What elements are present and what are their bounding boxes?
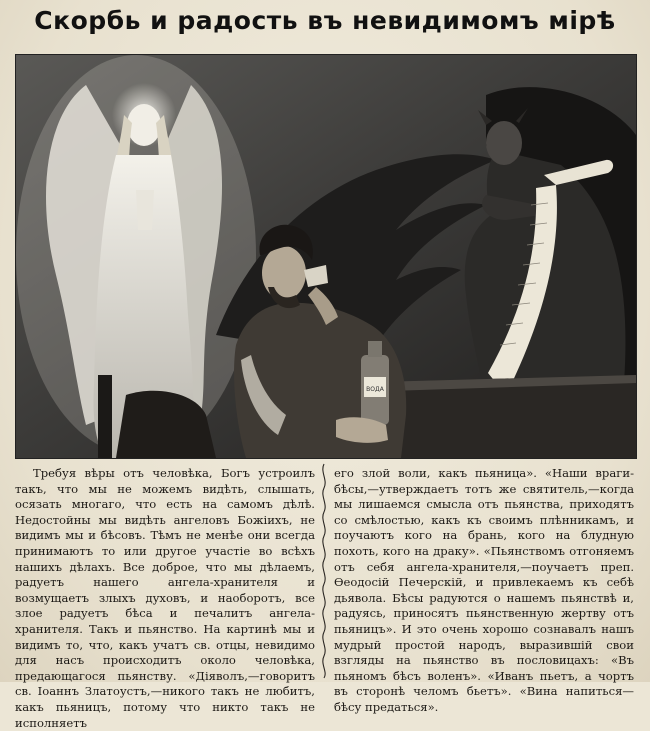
article-left-column: [15, 466, 315, 730]
illustration: [15, 54, 637, 459]
article-right-text: его злой воли, какъ пьяница». «Наши враги-бѣсы,—утверждаетъ тотъ же святитель,—когда мы лишаемся смысла отъ пьянства, приходятъ со смѣлостью, какъ къ своимъ плѣнникамъ, и поучаютъ кого на брань, кого на блудную похоть, кого на драку». «Пьянствомъ отгоняемъ отъ себя ангела-хранителя,—поучаетъ преп. Ѳеодосій Печерскій, и привлекаемъ къ себѣ дьявола. Бѣсы радуются о нашемъ пьянствѣ и, радуясь, приносятъ пьянственную жертву отъ пьяницъ». И это очень хорошо сознавалъ нашъ мудрый простой народъ, выразившій свои взгляды на пьянство въ пословицахъ: «Въ пьяномъ бѣсъ воленъ». «Иванъ пьетъ, а чортъ въ сторонѣ челомъ бьетъ». «Вина напиться—бѣсу предаться».: [334, 466, 634, 714]
bottle-label: ВОДА: [366, 386, 384, 393]
page-title: Скорбь и радость въ невидимомъ мірѣ: [34, 6, 616, 35]
article-right-column: [334, 466, 634, 714]
wavy-divider-line: [319, 464, 329, 678]
illustration-art: [16, 55, 636, 458]
column-divider: [319, 464, 329, 678]
article-left-text: Требуя вѣры отъ человѣка, Богъ устроилъ такъ, что мы не можемъ видѣть, слышать, осязать многаго, что есть на самомъ дѣлѣ. Недостойны мы видѣть ангеловъ Божіихъ, не видимъ мы и бѣсовъ. Тѣмъ не менѣе они всегда принимаютъ то или другое участіе во всѣхъ нашихъ дѣлахъ. Все доброе, что мы дѣлаемъ, радуетъ нашего ангела-хранителя и возмущаетъ злыхъ духовъ, и наоборотъ, все злое радуетъ бѣса и печалитъ ангела-хранителя. Такъ и пьянство. На картинѣ мы и видимъ то, что, какъ учатъ св. отцы, невидимо для насъ происходитъ около человѣка, предающагося пьянству. «Діяволъ,—говоритъ св. Іоаннъ Златоустъ,—никого такъ не любитъ, какъ пьяницъ, потому что никто такъ не исполняетъ: [15, 466, 315, 730]
